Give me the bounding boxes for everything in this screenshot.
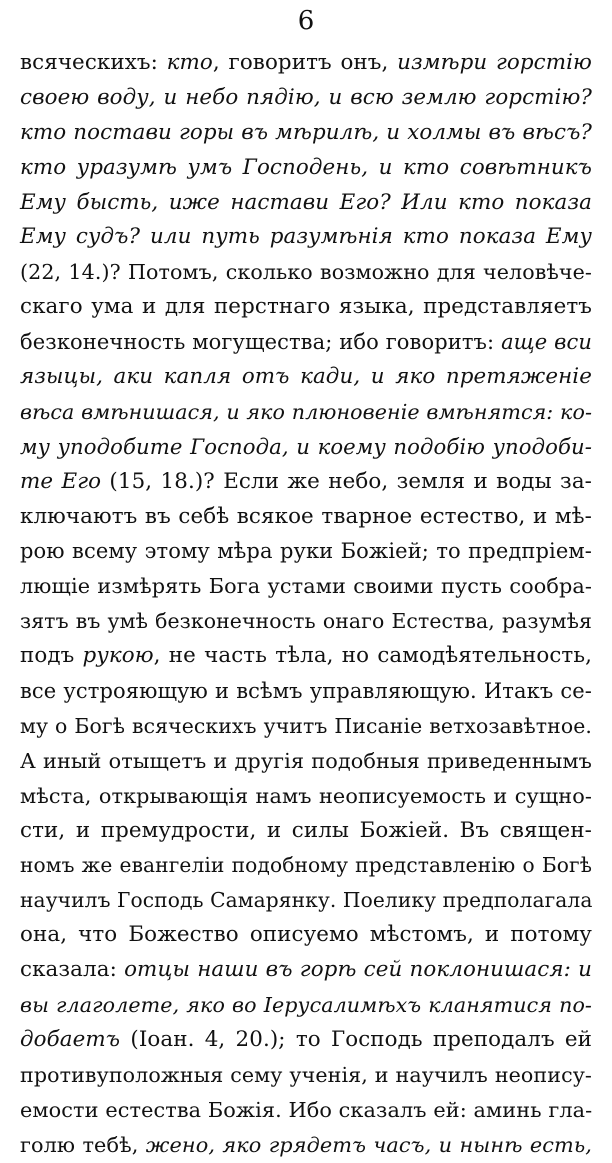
text-segment: (Іоан. 4, 20.); то Господь преподалъ ей xyxy=(120,1026,592,1052)
italic-text-segment: кто уразумѣ умъ Господень, и кто совѣтникъ xyxy=(20,154,592,180)
text-segment: зятъ въ умѣ безконечность онаго Естества, разумѣя xyxy=(20,609,592,634)
italic-text-segment: рукою xyxy=(82,643,154,669)
text-line xyxy=(20,1128,592,1163)
text-line xyxy=(20,709,592,744)
text-segment: , не часть тѣла, но самодѣятельность, xyxy=(153,643,592,669)
text-segment: А иный отыщетъ и другія подобныя приведеннымъ xyxy=(20,748,592,773)
text-line xyxy=(20,988,592,1023)
italic-text-segment: жено, яко грядетъ часъ, и нынѣ есть, xyxy=(145,1132,592,1157)
text-segment: безконечность могущества; ибо говоритъ: xyxy=(20,330,502,355)
text-line xyxy=(20,674,592,709)
text-segment: лющіе измѣрять Бога устами своими пусть сообра- xyxy=(20,574,592,599)
italic-text-segment: отцы наши въ горѣ сей поклонишася: и xyxy=(124,957,592,983)
text-segment: научилъ Господь Самарянку. Поелику предполагала xyxy=(20,888,593,913)
text-line xyxy=(20,918,592,953)
text-segment: сти, и премудрости, и силы Божіей. Въ священ- xyxy=(20,817,592,843)
body-text xyxy=(20,46,592,1163)
text-segment: она, что Божество описуемо мѣстомъ, и потому xyxy=(20,922,592,948)
italic-text-segment: языцы, аки капля отъ кади, и яко претяженіе xyxy=(20,364,592,390)
text-line xyxy=(20,430,592,465)
text-line xyxy=(20,779,592,814)
italic-text-segment: Ему бысть, иже настави Его? Или кто показа xyxy=(20,189,592,215)
text-segment: все устрояющую и всѣмъ управляющую. Итакъ се- xyxy=(20,679,592,704)
text-line xyxy=(20,534,592,569)
text-line xyxy=(20,46,592,81)
text-segment: противуположныя сему ученія, и научилъ неопису- xyxy=(20,1062,592,1087)
text-segment: ключаютъ въ себѣ всякое тварное естество, и мѣ- xyxy=(20,503,592,529)
text-line xyxy=(20,848,592,883)
italic-text-segment: своею воду, и небо пядію, и всю землю горстію? xyxy=(20,84,592,110)
text-line xyxy=(20,1093,592,1128)
text-line xyxy=(20,1023,592,1058)
italic-text-segment: добаетъ xyxy=(20,1026,121,1052)
text-line xyxy=(20,186,592,221)
text-line xyxy=(20,360,592,395)
text-line xyxy=(20,395,592,430)
text-segment: рою всему этому мѣра руки Божіей; то предпріем- xyxy=(20,539,592,564)
page-number: 6 xyxy=(297,6,315,36)
text-line xyxy=(20,569,592,604)
italic-text-segment: кто постави горы въ мѣрилѣ, и холмы въ вѣсъ? xyxy=(20,119,592,145)
text-line xyxy=(20,151,592,186)
text-line xyxy=(20,814,592,849)
text-line xyxy=(20,465,592,500)
text-segment: (15, 18.)? Если же небо, земля и воды за- xyxy=(101,468,592,494)
text-segment: голю тебѣ, xyxy=(20,1132,146,1157)
text-line xyxy=(20,81,592,116)
italic-text-segment: измѣри горстію xyxy=(397,50,592,75)
text-line xyxy=(20,883,592,918)
text-line xyxy=(20,744,592,779)
text-line xyxy=(20,1058,592,1093)
text-segment: емости естества Божія. Ибо сказалъ ей: аминь гла- xyxy=(20,1097,593,1122)
italic-text-segment: Ему судъ? или путь разумѣнія кто показа Ему xyxy=(20,224,592,250)
italic-text-segment: му уподобите Господа, и коему подобію уподоби- xyxy=(20,433,592,459)
italic-text-segment: вѣса вмѣнишася, и яко плюновеніе вмѣнятся: ко- xyxy=(20,399,592,424)
italic-text-segment: кто xyxy=(166,50,213,75)
text-line xyxy=(20,500,592,535)
text-segment: номъ же евангеліи подобному представленію о Богѣ xyxy=(20,853,592,878)
text-line xyxy=(20,953,592,988)
italic-text-segment: вы глаголете, яко во Іерусалимѣхъ кланятися по- xyxy=(20,993,592,1018)
text-line xyxy=(20,639,592,674)
italic-text-segment: аще вси xyxy=(501,330,592,355)
text-segment: мѣста, открывающія намъ неописуемость и сущно- xyxy=(20,783,592,808)
text-segment: скаго ума и для перстнаго языка, представляетъ xyxy=(20,294,592,320)
italic-text-segment: те Его xyxy=(20,468,102,494)
text-segment: (22, 14.)? Потомъ, сколько возможно для человѣче- xyxy=(20,260,592,285)
text-line xyxy=(20,325,592,360)
text-segment: , говоритъ онъ, xyxy=(212,50,398,75)
text-line xyxy=(20,604,592,639)
text-line xyxy=(20,116,592,151)
text-line xyxy=(20,290,592,325)
text-segment: му о Богѣ всяческихъ учитъ Писаніе ветхозавѣтное. xyxy=(20,713,592,738)
text-segment: подъ xyxy=(20,643,83,669)
text-line xyxy=(20,255,592,290)
text-segment: сказала: xyxy=(20,957,125,983)
text-segment: всяческихъ: xyxy=(20,50,167,75)
text-line xyxy=(20,220,592,255)
